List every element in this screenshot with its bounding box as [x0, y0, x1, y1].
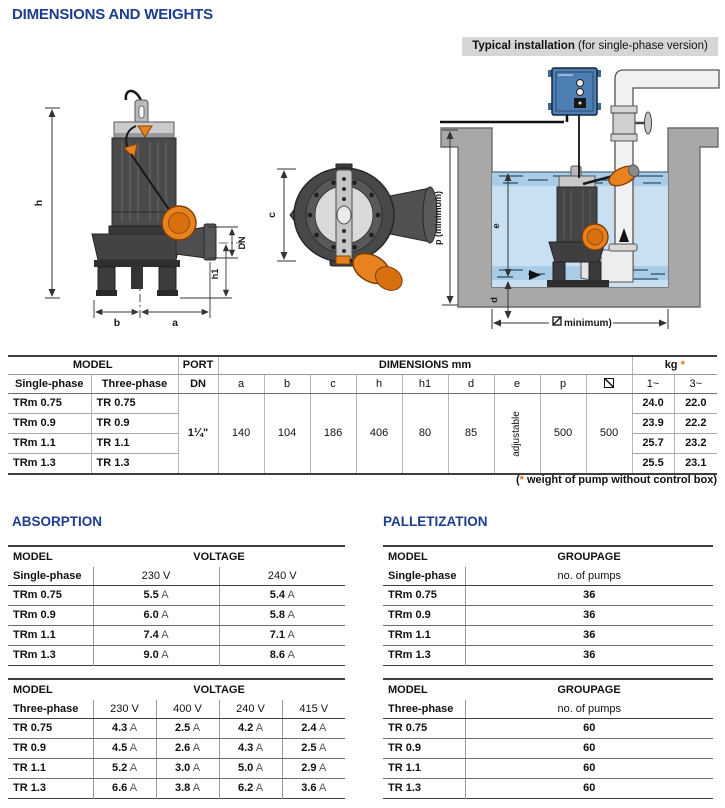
model-single: TRm 0.75 [8, 394, 91, 414]
pipe-coupling [611, 106, 637, 113]
value-h1: 80 [402, 394, 448, 475]
groupage-cell: 60 [465, 739, 713, 759]
dimension-h [45, 108, 60, 298]
header-dn: DN [178, 375, 218, 394]
gate-valve [613, 113, 635, 134]
model-name: TRm 0.75 [8, 586, 93, 606]
amp-cell: 2.4 A [282, 719, 345, 739]
table-row [8, 586, 345, 606]
kg-3ph: 23.1 [674, 454, 717, 475]
kg-1ph: 23.9 [632, 414, 674, 434]
amp-cell: 8.6 A [219, 646, 345, 666]
header-model: MODEL [388, 550, 428, 563]
dim-label-h: h [33, 199, 45, 207]
amp-cell: 4.3 A [219, 739, 282, 759]
amp-cell: 3.8 A [156, 779, 219, 799]
dim-label-c: c [266, 212, 278, 218]
header-400v: 400 V [156, 700, 219, 719]
amp-cell: 5.5 A [93, 586, 219, 606]
groupage-cell: 36 [465, 586, 713, 606]
header-phase: Three-phase [8, 700, 93, 719]
amp-cell: 6.0 A [93, 606, 219, 626]
header-groupage: GROUPAGE [557, 550, 621, 563]
power-cable [440, 115, 567, 122]
table-row [383, 606, 713, 626]
header-no-of-pumps: no. of pumps [465, 700, 713, 719]
typical-installation-caption-rest: (for single-phase version) [574, 40, 708, 52]
control-box [440, 68, 601, 122]
table-row [383, 626, 713, 646]
header-model: MODEL [8, 356, 178, 375]
table-row [383, 739, 713, 759]
table-row [8, 606, 345, 626]
model-name: TR 1.3 [388, 782, 422, 794]
amp-cell: 5.4 A [219, 586, 345, 606]
amp-cell: 5.0 A [219, 759, 282, 779]
amp-cell: 7.1 A [219, 626, 345, 646]
amp-cell: 2.5 A [282, 739, 345, 759]
header-dim-h1: h1 [402, 375, 448, 394]
header-415v: 415 V [282, 700, 345, 719]
model-name: TRm 0.75 [383, 586, 465, 606]
palletization-three-phase-table [383, 678, 713, 799]
pump-body [92, 91, 216, 296]
table-row [383, 759, 713, 779]
amp-cell: 6.6 A [93, 779, 156, 799]
pump-top-body [290, 164, 437, 297]
pump-top-view-drawing [266, 142, 446, 307]
header-groupage: GROUPAGE [557, 683, 621, 696]
header-dim-b: b [264, 375, 310, 394]
dim-label-dn: DN [237, 236, 247, 250]
kg-1ph: 25.5 [632, 454, 674, 475]
model-three: TR 0.75 [91, 394, 178, 414]
kg-3ph: 22.0 [674, 394, 717, 414]
amp-cell: 2.9 A [282, 759, 345, 779]
groupage-cell: 36 [465, 646, 713, 666]
header-dim-d: d [448, 375, 494, 394]
model-name: TR 1.1 [8, 759, 93, 779]
model-name: TR 0.9 [383, 739, 465, 759]
value-h: 406 [356, 394, 402, 475]
amp-cell: 6.2 A [219, 779, 282, 799]
header-kg: kg * [632, 356, 717, 375]
dim-label-p: p (minimum) [433, 191, 443, 245]
amp-cell: 4.2 A [219, 719, 282, 739]
model-three: TR 0.9 [91, 414, 178, 434]
value-p: 500 [540, 394, 586, 475]
header-dim-diameter [586, 375, 632, 394]
header-port: PORT [178, 356, 218, 375]
header-no-of-pumps: no. of pumps [465, 567, 713, 586]
header-240v: 240 V [219, 567, 345, 586]
header-phase: Three-phase [383, 700, 465, 719]
dimensions-weights-table [8, 355, 717, 475]
table-row [8, 646, 345, 666]
model-three: TR 1.1 [91, 434, 178, 454]
header-single-phase: Single-phase [8, 375, 91, 394]
value-c: 186 [310, 394, 356, 475]
kg-1ph: 25.7 [632, 434, 674, 454]
groupage-cell: 36 [465, 626, 713, 646]
header-model: MODEL [13, 550, 53, 563]
model-three: TR 1.3 [91, 454, 178, 475]
amp-cell: 7.4 A [93, 626, 219, 646]
header-model: MODEL [388, 683, 428, 696]
control-box-button [577, 80, 584, 87]
control-box-button [577, 89, 584, 96]
model-single: TRm 1.3 [13, 457, 56, 469]
amp-cell: 5.2 A [93, 759, 156, 779]
header-dim-p: p [540, 375, 586, 394]
typical-installation-drawing [433, 58, 721, 348]
table-row [383, 646, 713, 666]
header-voltage: VOLTAGE [193, 683, 245, 696]
header-230v: 230 V [93, 700, 156, 719]
header-phase: Single-phase [8, 567, 93, 586]
table-row [8, 739, 345, 759]
header-dim-a: a [218, 375, 264, 394]
diameter-icon [553, 317, 561, 325]
typical-installation-caption-bold: Typical installation [472, 40, 575, 52]
amp-cell: 3.0 A [156, 759, 219, 779]
header-dim-e: e [494, 375, 540, 394]
header-dimensions-mm: DIMENSIONS mm [218, 356, 632, 375]
model-single: TRm 0.9 [8, 414, 91, 434]
header-kg-3ph: 3~ [674, 375, 717, 394]
value-d: 85 [448, 394, 494, 475]
absorption-title: ABSORPTION [12, 514, 103, 529]
header-230v: 230 V [93, 567, 219, 586]
amp-cell: 3.6 A [282, 779, 345, 799]
model-name: TRm 1.1 [8, 626, 93, 646]
weight-footnote: (* weight of pump without control box) [515, 474, 717, 486]
value-diameter: 500 [586, 394, 632, 475]
table-row [383, 586, 713, 606]
header-model: MODEL [13, 683, 53, 696]
model-single: TRm 1.1 [8, 434, 91, 454]
value-b: 104 [264, 394, 310, 475]
table-row [383, 719, 713, 739]
typical-installation-caption [462, 37, 718, 56]
value-a: 140 [218, 394, 264, 475]
value-dn: 1¼" [178, 394, 218, 475]
dim-label-a: a [172, 317, 178, 329]
dim-label-h1: h1 [210, 268, 220, 280]
groupage-cell: 60 [465, 759, 713, 779]
model-name: TRm 1.3 [13, 649, 56, 661]
header-phase: Single-phase [383, 567, 465, 586]
model-name: TR 0.75 [383, 719, 465, 739]
model-name: TRm 0.9 [383, 606, 465, 626]
groupage-cell: 60 [465, 779, 713, 799]
model-name: TR 1.1 [383, 759, 465, 779]
table-row [8, 394, 717, 414]
value-e: adjustable [494, 394, 540, 475]
model-name: TR 0.9 [8, 739, 93, 759]
header-240v: 240 V [219, 700, 282, 719]
amp-cell: 4.5 A [93, 739, 156, 759]
header-kg-1ph: 1~ [632, 375, 674, 394]
header-dim-c: c [310, 375, 356, 394]
dim-label-diameter: minimum) [564, 318, 612, 329]
table-row [8, 759, 345, 779]
model-name: TRm 1.3 [388, 649, 431, 661]
header-dim-h: h [356, 375, 402, 394]
kg-3ph: 23.2 [674, 434, 717, 454]
pump-side-view-drawing [30, 62, 265, 347]
amp-cell: 9.0 A [93, 646, 219, 666]
absorption-three-phase-table [8, 678, 345, 799]
model-name: TR 0.75 [8, 719, 93, 739]
dim-label-e: e [491, 223, 502, 229]
model-name: TRm 1.1 [383, 626, 465, 646]
dimension-p [442, 130, 458, 305]
diameter-icon [604, 378, 614, 388]
amp-cell: 2.6 A [156, 739, 219, 759]
groupage-cell: 60 [465, 719, 713, 739]
absorption-single-phase-table [8, 545, 345, 666]
kg-3ph: 22.2 [674, 414, 717, 434]
valve-handwheel-icon [645, 112, 652, 134]
dim-label-d: d [489, 297, 500, 303]
table-row [8, 779, 345, 799]
groupage-cell: 36 [465, 606, 713, 626]
table-row [8, 626, 345, 646]
amp-cell: 5.8 A [219, 606, 345, 626]
dim-label-b: b [113, 317, 121, 329]
model-name: TRm 0.9 [8, 606, 93, 626]
page-title: DIMENSIONS AND WEIGHTS [12, 6, 213, 23]
amp-cell: 2.5 A [156, 719, 219, 739]
model-name: TR 1.3 [13, 782, 47, 794]
palletization-single-phase-table [383, 545, 713, 666]
header-three-phase: Three-phase [91, 375, 178, 394]
kg-1ph: 24.0 [632, 394, 674, 414]
header-voltage: VOLTAGE [193, 550, 245, 563]
amp-cell: 4.3 A [93, 719, 156, 739]
table-row [383, 779, 713, 799]
table-row [8, 719, 345, 739]
palletization-title: PALLETIZATION [383, 514, 488, 529]
